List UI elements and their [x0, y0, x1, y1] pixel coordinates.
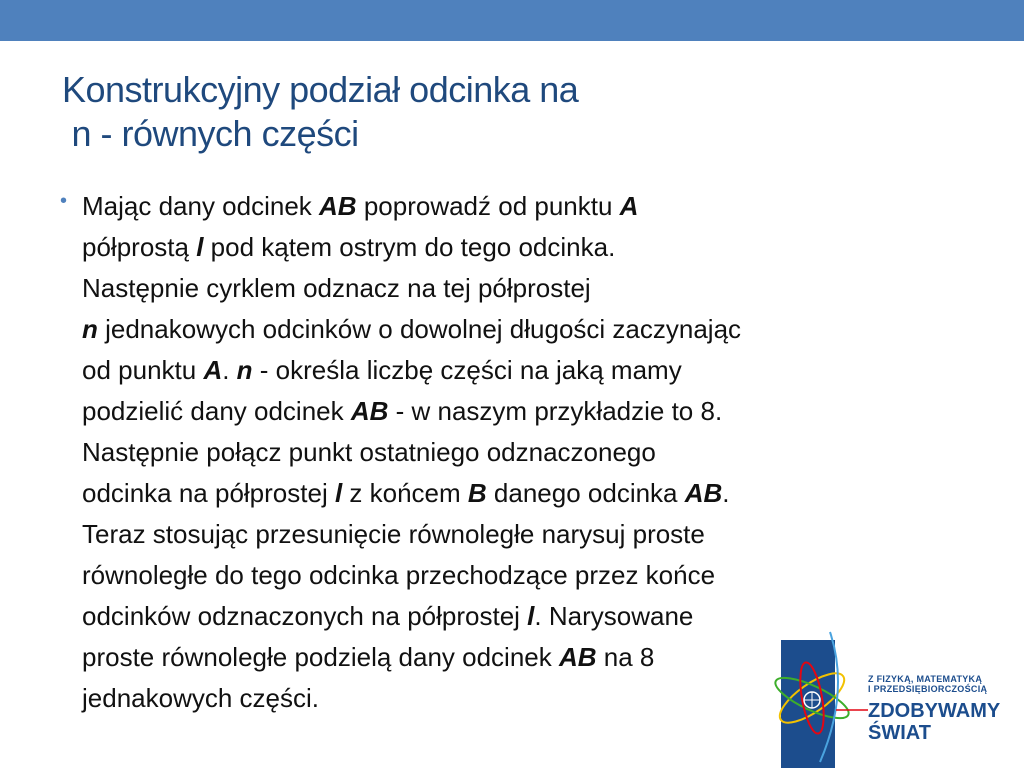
- text-run: podzielić dany odcinek: [82, 396, 351, 426]
- paragraph-line: [82, 514, 960, 555]
- text-run: . Narysowane: [534, 601, 694, 631]
- emphasis-term: A: [203, 355, 223, 385]
- emphasis-term: l: [334, 478, 343, 508]
- text-run: jednakowych odcinków o dowolnej długości zaczynając: [97, 314, 742, 344]
- top-accent-bar: [0, 0, 1024, 41]
- title-line-2: n - równych części: [62, 113, 359, 154]
- text-run: z końcem: [342, 478, 468, 508]
- bullet-dot-icon: •: [60, 190, 68, 212]
- paragraph-line: [82, 391, 960, 432]
- emphasis-term: AB: [684, 478, 723, 508]
- text-run: - w naszym przykładzie to 8.: [388, 396, 723, 426]
- logo-title-2: ŚWIAT: [868, 722, 931, 744]
- text-run: Mając dany odcinek: [82, 191, 320, 221]
- title-line-1: Konstrukcyjny podział odcinka na: [62, 69, 579, 110]
- emphasis-term: AB: [558, 642, 597, 672]
- text-run: - określa liczbę części na jaką mamy: [252, 355, 682, 385]
- text-run: pod kątem ostrym do tego odcinka.: [203, 232, 616, 262]
- text-run: Następnie połącz punkt ostatniego odznaczonego: [82, 437, 656, 467]
- emphasis-term: l: [527, 601, 535, 631]
- logo-subtitle-1: Z FIZYKĄ, MATEMATYKĄ: [868, 674, 983, 684]
- slide-title: [62, 68, 962, 156]
- text-run: na 8: [596, 642, 655, 672]
- paragraph-line: [82, 309, 960, 350]
- text-run: jednakowych części.: [82, 683, 319, 713]
- emphasis-term: B: [467, 478, 487, 508]
- logo-subtitle-2: I PRZEDSIĘBIORCZOŚCIĄ: [868, 684, 988, 694]
- text-run: odcinka na półprostej: [82, 478, 335, 508]
- emphasis-term: A: [619, 191, 639, 221]
- paragraph-line: [82, 432, 960, 473]
- emphasis-term: l: [196, 232, 204, 262]
- paragraph-line: [82, 473, 960, 514]
- paragraph-line: [82, 227, 960, 268]
- text-run: Teraz stosując przesunięcie równoległe narysuj proste: [82, 519, 705, 549]
- text-run: .: [722, 478, 730, 508]
- project-logo: [770, 622, 1024, 768]
- emphasis-term: n: [236, 355, 253, 385]
- text-run: proste równoległe podzielą dany odcinek: [82, 642, 559, 672]
- paragraph-line: [82, 350, 960, 391]
- emphasis-term: n: [82, 314, 98, 344]
- text-run: odcinków odznaczonych na półprostej: [82, 601, 528, 631]
- paragraph-line: [82, 268, 960, 309]
- text-run: półprostą: [82, 232, 197, 262]
- text-run: równoległe do tego odcinka przechodzące przez końce: [82, 560, 716, 590]
- text-run: danego odcinka: [486, 478, 685, 508]
- emphasis-term: AB: [350, 396, 389, 426]
- paragraph-line: [82, 555, 960, 596]
- text-run: od punktu: [82, 355, 204, 385]
- paragraph-line: [82, 186, 960, 227]
- text-run: Następnie cyrklem odznacz na tej półprostej: [82, 273, 591, 303]
- text-run: poprowadź od punktu: [356, 191, 620, 221]
- logo-title-1: ZDOBYWAMY: [868, 700, 1001, 722]
- text-run: .: [222, 355, 237, 385]
- logo-text: [868, 674, 1000, 744]
- emphasis-term: AB: [319, 191, 357, 221]
